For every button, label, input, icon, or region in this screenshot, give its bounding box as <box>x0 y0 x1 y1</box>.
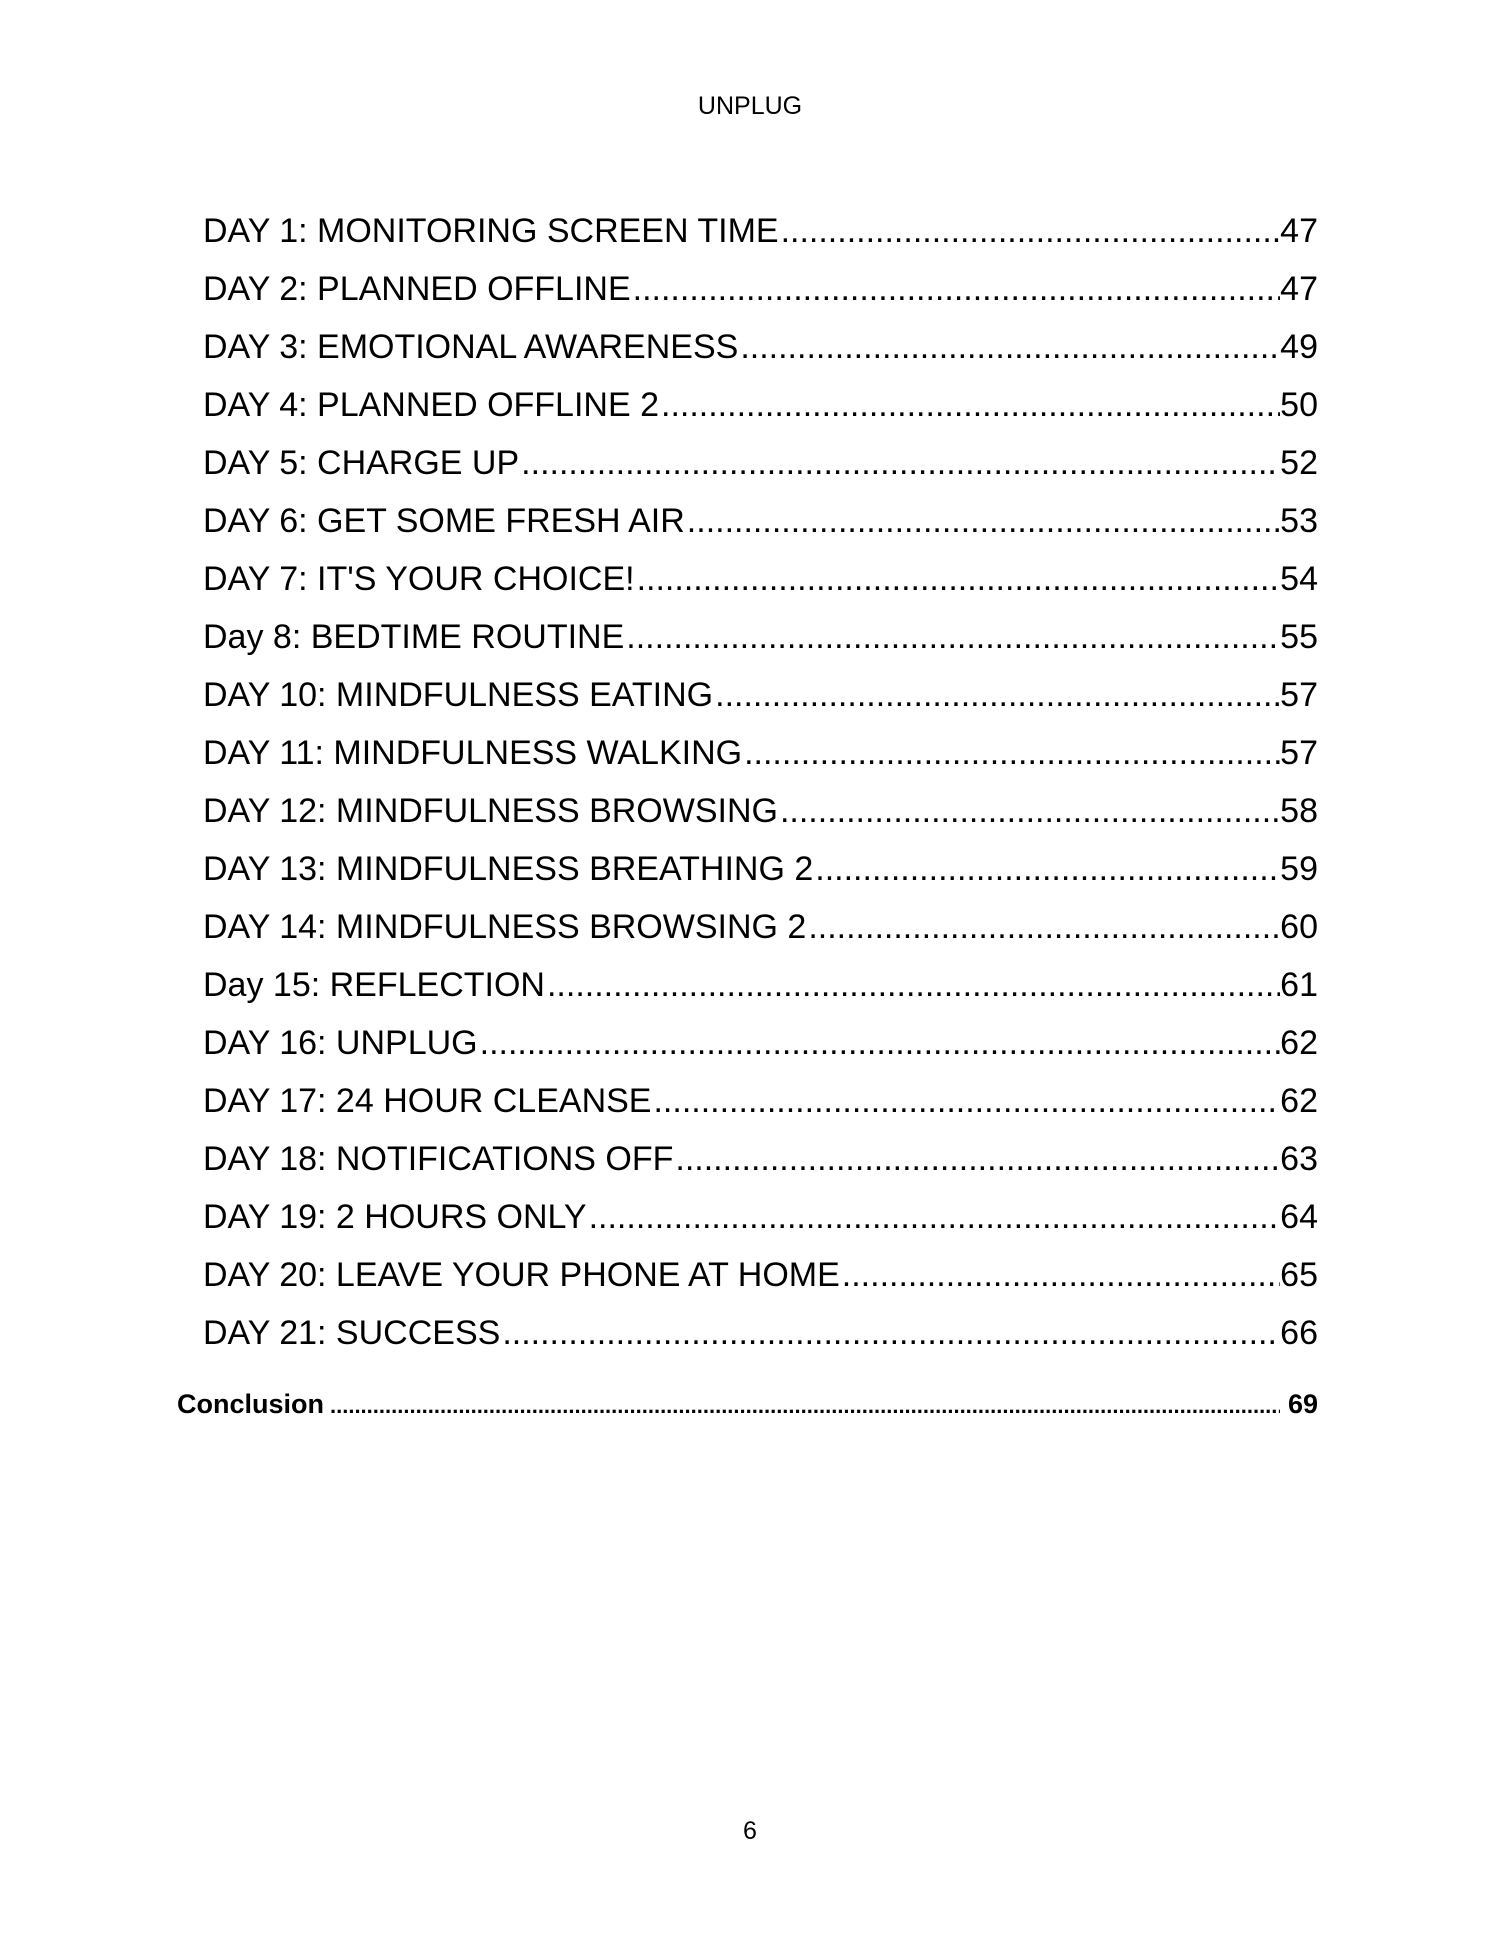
toc-leader-dots <box>547 964 1280 1006</box>
toc-entry-page: 57 <box>1280 734 1318 772</box>
toc-entry-page: 47 <box>1280 212 1318 250</box>
toc-entry-label: DAY 11: MINDFULNESS WALKING <box>203 734 743 772</box>
toc-entry-label: DAY 14: MINDFULNESS BROWSING 2 <box>203 908 807 946</box>
toc-leader-dots <box>502 1312 1280 1354</box>
toc-entry[interactable] <box>203 558 1318 600</box>
toc-entry-label: DAY 21: SUCCESS <box>203 1314 501 1352</box>
toc-entry-page: 66 <box>1280 1314 1318 1352</box>
toc-entry-label: DAY 13: MINDFULNESS BREATHING 2 <box>203 850 814 888</box>
toc-entry-label: DAY 10: MINDFULNESS EATING <box>203 676 714 714</box>
toc-entry-label: DAY 20: LEAVE YOUR PHONE AT HOME <box>203 1256 840 1294</box>
toc-entry-page: 55 <box>1280 618 1318 656</box>
toc-entry-label: Day 8: BEDTIME ROUTINE <box>203 618 625 656</box>
toc-leader-dots <box>808 906 1280 948</box>
toc-entry[interactable] <box>203 1138 1318 1180</box>
toc-entry[interactable] <box>203 1080 1318 1122</box>
toc-entry-page: 62 <box>1280 1082 1318 1120</box>
running-header: UNPLUG <box>697 92 803 120</box>
toc-entry-page: 53 <box>1280 502 1318 540</box>
toc-entry[interactable] <box>203 906 1318 948</box>
toc-entry-label: DAY 1: MONITORING SCREEN TIME <box>203 212 779 250</box>
toc-entry-page: 62 <box>1280 1024 1318 1062</box>
toc-entry-page: 54 <box>1280 560 1318 598</box>
toc-entry[interactable] <box>203 268 1318 310</box>
toc-leader-dots <box>780 790 1280 832</box>
toc-entry-label: Day 15: REFLECTION <box>203 966 545 1004</box>
toc-entry-page: 50 <box>1280 386 1318 424</box>
toc-entry-label: DAY 18: NOTIFICATIONS OFF <box>203 1140 674 1178</box>
toc-entry-label: DAY 16: UNPLUG <box>203 1024 478 1062</box>
toc-entry-page: 58 <box>1280 792 1318 830</box>
toc-entry-page: 60 <box>1280 908 1318 946</box>
page-number: 6 <box>743 1817 757 1845</box>
toc-leader-dots <box>842 1254 1280 1296</box>
toc-entry-page: 49 <box>1280 328 1318 366</box>
toc-leader-dots <box>715 674 1280 716</box>
toc-entry-label: DAY 3: EMOTIONAL AWARENESS <box>203 328 739 366</box>
toc-entry[interactable] <box>203 326 1318 368</box>
toc-entry-label: DAY 6: GET SOME FRESH AIR <box>203 502 685 540</box>
toc-entry[interactable] <box>203 674 1318 716</box>
toc-leader-dots <box>480 1022 1281 1064</box>
toc-leader-dots <box>675 1138 1280 1180</box>
toc-entry[interactable] <box>203 210 1318 252</box>
toc-entry[interactable] <box>203 848 1318 890</box>
toc-entry-page: 61 <box>1280 966 1318 1004</box>
toc-leader-dots <box>521 442 1280 484</box>
toc-leader-dots <box>687 500 1280 542</box>
toc-entry[interactable] <box>203 964 1318 1006</box>
toc-entry[interactable] <box>203 1196 1318 1238</box>
toc-entry-page: 57 <box>1280 676 1318 714</box>
toc-entry[interactable] <box>203 616 1318 658</box>
toc-entry-page: 63 <box>1280 1140 1318 1178</box>
toc-entry-label: DAY 7: IT'S YOUR CHOICE! <box>203 560 635 598</box>
toc-leader-dots <box>744 732 1280 774</box>
toc-leader-dots <box>330 1388 1280 1422</box>
toc-entry-page: 65 <box>1280 1256 1318 1294</box>
toc-leader-dots <box>626 616 1280 658</box>
toc-entry-page: 64 <box>1280 1198 1318 1236</box>
toc-leader-dots <box>661 384 1280 426</box>
toc-leader-dots <box>740 326 1280 368</box>
toc-entry-page: 69 <box>1287 1389 1318 1419</box>
toc-entry-page: 47 <box>1280 270 1318 308</box>
toc-leader-dots <box>637 558 1281 600</box>
toc-entry[interactable] <box>203 384 1318 426</box>
toc-entry-page: 59 <box>1280 850 1318 888</box>
toc-entry[interactable] <box>203 732 1318 774</box>
toc-entry-label: DAY 19: 2 HOURS ONLY <box>203 1198 587 1236</box>
toc-entry-label: DAY 5: CHARGE UP <box>203 444 520 482</box>
toc-entry-label: Conclusion <box>177 1389 324 1419</box>
toc-entry[interactable] <box>203 790 1318 832</box>
toc-entry-label: DAY 12: MINDFULNESS BROWSING <box>203 792 778 830</box>
toc-leader-dots <box>781 210 1281 252</box>
toc-entry-label: DAY 4: PLANNED OFFLINE 2 <box>203 386 659 424</box>
toc-entry[interactable] <box>203 442 1318 484</box>
toc-entry-page: 52 <box>1280 444 1318 482</box>
toc-entry-label: DAY 17: 24 HOUR CLEANSE <box>203 1082 652 1120</box>
toc-entry[interactable] <box>203 1254 1318 1296</box>
toc-leader-dots <box>653 1080 1280 1122</box>
toc-entry-label: DAY 2: PLANNED OFFLINE <box>203 270 631 308</box>
toc-entry[interactable] <box>203 1022 1318 1064</box>
toc-entry[interactable] <box>203 1312 1318 1354</box>
toc-entry-conclusion[interactable] <box>177 1386 1318 1422</box>
toc-leader-dots <box>633 268 1281 310</box>
toc-leader-dots <box>589 1196 1281 1238</box>
toc-entry[interactable] <box>203 500 1318 542</box>
toc-leader-dots <box>815 848 1280 890</box>
